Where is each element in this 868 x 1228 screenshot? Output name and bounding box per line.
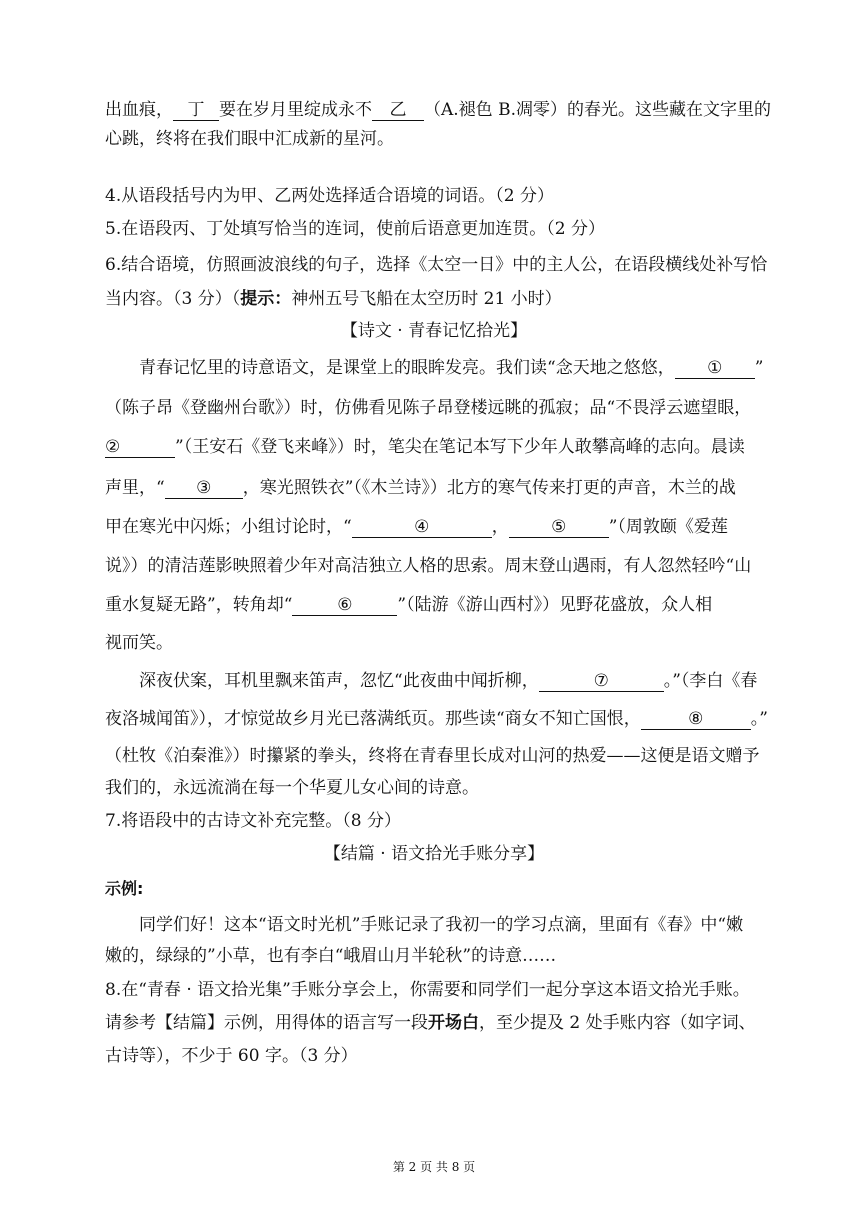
question-8-line-3: 古诗等），不少于 60 字。（3 分） xyxy=(105,1046,358,1066)
question-7: 7.将语段中的古诗文补充完整。（8 分） xyxy=(105,811,401,831)
blank-yi: 乙 xyxy=(372,100,424,121)
blank-6: ⑥ xyxy=(292,595,397,616)
poetry-line-4: 声里，“ ③ ，寒光照铁衣”（《木兰诗》）北方的寒气传来打更的声音，木兰的战 xyxy=(105,478,736,498)
poetry-line-9: 深夜伏案，耳机里飘来笛声，忽忆“此夜曲中闻折柳， ⑦ 。”（李白《春 xyxy=(139,671,758,691)
blank-3: ③ xyxy=(165,478,243,499)
intro-line-1: 出血痕， 丁 要在岁月里绽成永不 乙 （A.褪色 B.凋零）的春光。这些藏在文字里的 xyxy=(105,100,771,120)
intro-line-2: 心跳，终将在我们眼中汇成新的星河。 xyxy=(105,129,394,149)
poetry-line-3: ② ”（王安石《登飞来峰》）时，笔尖在笔记本写下少年人敢攀高峰的志向。晨读 xyxy=(105,437,745,457)
blank-4: ④ xyxy=(352,517,492,538)
question-4: 4.从语段括号内为甲、乙两处选择适合语境的词语。（2 分） xyxy=(105,186,554,206)
blank-1: ① xyxy=(675,358,755,379)
section-title-poetry: 【诗文 · 青春记忆拾光】 xyxy=(340,321,528,341)
question-5: 5.在语段丙、丁处填写恰当的连词，使前后语意更加连贯。（2 分） xyxy=(105,219,605,239)
example-label: 示例: xyxy=(105,879,144,898)
question-6-line-1: 6.结合语境，仿照画波浪线的句子，选择《太空一日》中的主人公，在语段横线处补写恰 xyxy=(105,255,768,275)
question-8-line-1: 8.在“青春 · 语文拾光集”手账分享会上，你需要和同学们一起分享这本语文拾光手账。 xyxy=(105,980,750,1000)
example-line-1: 同学们好！这本“语文时光机”手账记录了我初一的学习点滴，里面有《春》中“嫩 xyxy=(139,915,744,935)
poetry-line-11: （杜牧《泊秦淮》）时攥紧的拳头，终将在青春里长成对山河的热爱——这便是语文赠予 xyxy=(105,746,760,766)
poetry-line-2: （陈子昂《登幽州台歌》）时，仿佛看见陈子昂登楼远眺的孤寂；品“不畏浮云遮望眼， xyxy=(105,398,752,418)
blank-5: ⑤ xyxy=(509,517,609,538)
page-footer: 第 2 页 共 8 页 xyxy=(392,1160,476,1174)
blank-8: ⑧ xyxy=(641,709,751,730)
section-title-ending: 【结篇 · 语文拾光手账分享】 xyxy=(323,844,545,864)
question-6-line-2: 当内容。（3 分）（提示：神州五号飞船在太空历时 21 小时） xyxy=(105,289,562,309)
poetry-line-6: 说》）的清洁莲影映照着少年对高洁独立人格的思索。周末登山遇雨，有人忽然轻吟“山 xyxy=(105,556,752,576)
blank-ding: 丁 xyxy=(173,100,219,121)
poetry-line-7: 重水复疑无路”，转角却“ ⑥ ”（陆游《游山西村》）见野花盛放，众人相 xyxy=(105,595,713,615)
blank-7: ⑦ xyxy=(539,671,664,692)
poetry-line-12: 我们的，永远流淌在每一个华夏儿女心间的诗意。 xyxy=(105,778,479,798)
question-8-line-2: 请参考【结篇】示例，用得体的语言写一段开场白，至少提及 2 处手账内容（如字词、 xyxy=(105,1013,756,1033)
blank-2: ② xyxy=(105,437,175,458)
example-line-2: 嫩的，绿绿的”小草，也有李白“峨眉山月半轮秋”的诗意…… xyxy=(105,946,557,966)
poetry-line-1: 青春记忆里的诗意语文，是课堂上的眼眸发亮。我们读“念天地之悠悠， ① ” xyxy=(139,358,764,378)
poetry-line-5: 甲在寒光中闪烁；小组讨论时，“ ④ ， ⑤ ”（周敦颐《爱莲 xyxy=(105,517,728,537)
poetry-line-8: 视而笑。 xyxy=(105,633,173,653)
poetry-line-10: 夜洛城闻笛》），才惊觉故乡月光已落满纸页。那些读“商女不知亡国恨， ⑧ 。” xyxy=(105,709,768,729)
